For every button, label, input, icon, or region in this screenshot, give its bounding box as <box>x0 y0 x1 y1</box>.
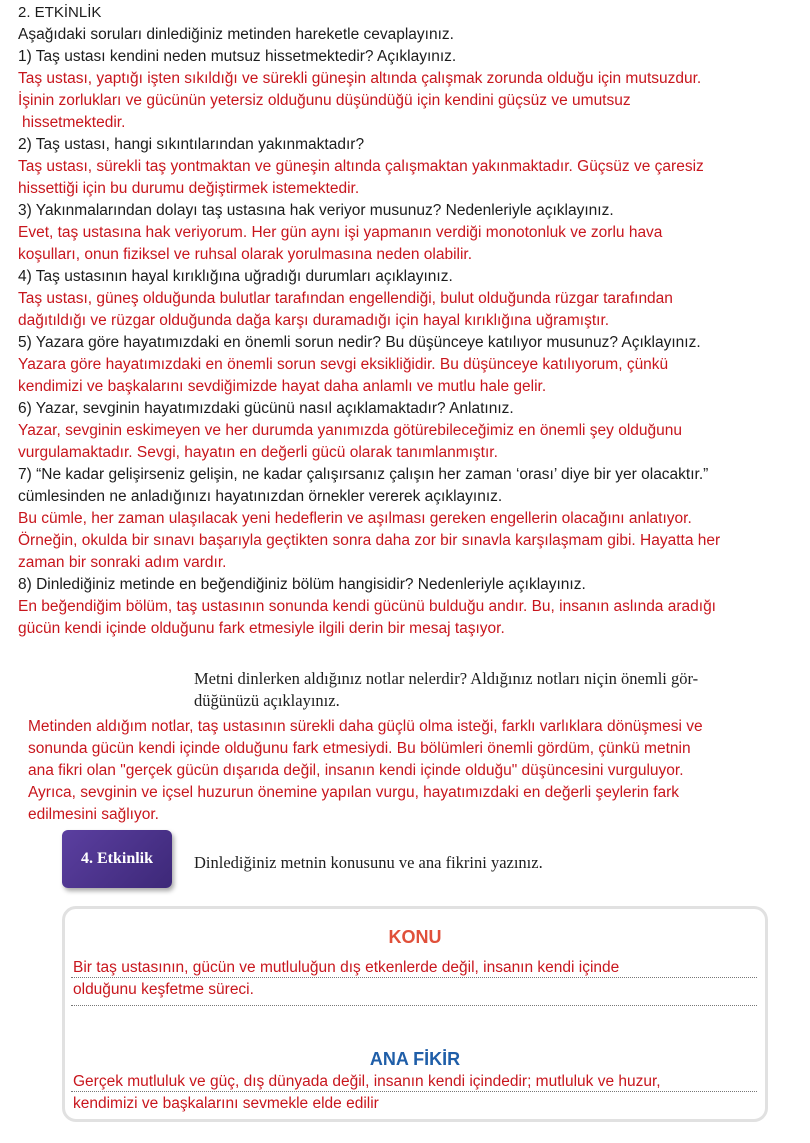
answer-5-line: Yazara göre hayatımızdaki en önemli sorun sevgi eksikliğidir. Bu düşünceye katılıyorum, çünkü <box>18 356 669 373</box>
konu-heading: KONU <box>388 927 442 947</box>
questions-section <box>18 2 803 640</box>
answer-6-line: Yazar, sevginin eskimeyen ve her durumda yanımızda götürebileceğimiz en önemli şey olduğunu <box>18 422 682 439</box>
answer-2-line: Taş ustası, sürekli taş yontmaktan ve güneşin altında çalışmaktan yakınmaktadır. Güçsüz ve çaresiz <box>18 158 704 175</box>
question-4: 4) Taş ustasının hayal kırıklığına uğradığı durumları açıklayınız. <box>18 268 453 285</box>
question-1: 1) Taş ustası kendini neden mutsuz hissetmektedir? Açıklayınız. <box>18 48 457 65</box>
question-3: 3) Yakınmalarından dolayı taş ustasına hak veriyor musunuz? Nedenleriyle açıklayınız. <box>18 202 614 219</box>
answer-2-line: hissettiği için bu durumu değiştirmek istemektedir. <box>18 180 360 197</box>
question-5: 5) Yazara göre hayatımızdaki en önemli sorun nedir? Bu düşünceye katılıyor musunuz? Açıklayınız. <box>18 334 701 351</box>
notes-prompt-line: Metni dinlerken aldığınız notlar nelerdir? Aldığınız notları niçin önemli gör- <box>194 669 699 688</box>
question-8: 8) Dinlediğiniz metinde en beğendiğiniz bölüm hangisidir? Nedenleriyle açıklayınız. <box>18 576 586 593</box>
answer-1-line: İşinin zorlukları ve gücünün yetersiz olduğunu düşündüğü için kendini güçsüz ve umutsuz <box>18 92 631 109</box>
question-2: 2) Taş ustası, hangi sıkıntılarından yakınmaktadır? <box>18 136 365 153</box>
answer-7-line: zaman bir sonraki adım vardır. <box>18 554 227 571</box>
answer-5-line: kendimizi ve başkalarını sevdiğimizde hayat daha anlamlı ve mutlu hale gelir. <box>18 378 547 395</box>
section-title: 2. ETKİNLİK <box>18 4 102 21</box>
question-7: 7) “Ne kadar gelişirseniz gelişin, ne kadar çalışırsanız çalışın her zaman ‘orası’ diye bir yer olacaktır.” <box>18 466 709 483</box>
notes-answer-line: Ayrıca, sevginin ve içsel huzurun önemine yapılan vurgu, hayatımızdaki en değerli şeylerin fark <box>28 784 680 801</box>
notes-prompt-line: düğünüzü açıklayınız. <box>194 691 340 710</box>
writing-line <box>71 1091 757 1092</box>
konu-line: olduğunu keşfetme süreci. <box>73 981 254 998</box>
notes-prompt <box>194 668 784 712</box>
notes-answer <box>28 716 803 826</box>
answer-4-line: dağıtıldığı ve rüzgar olduğunda dağa karşı duramadığı için hayal kırıklığına uğramıştır. <box>18 312 610 329</box>
answer-8-line: gücün kendi içinde olduğunu fark etmesiyle ilgili derin bir mesaj taşıyor. <box>18 620 505 637</box>
answer-6-line: vurgulamaktadır. Sevgi, hayatın en değerli gücü olarak tanımlanmıştır. <box>18 444 498 461</box>
answer-8-line: En beğendiğim bölüm, taş ustasının sonunda kendi gücünü bulduğu andır. Bu, insanın aslında aradığı <box>18 598 716 615</box>
ana-fikir-line: Gerçek mutluluk ve güç, dış dünyada değil, insanın kendi içindedir; mutluluk ve huzur, <box>73 1073 661 1090</box>
konu-line: Bir taş ustasının, gücün ve mutluluğun dış etkenlerde değil, insanın kendi içinde <box>73 959 620 976</box>
activity-4-badge: 4. Etkinlik <box>62 830 172 888</box>
question-7-line2: cümlesinden ne anladığınızı hayatınızdan örnekler vererek açıklayınız. <box>18 488 503 505</box>
ana-fikir-heading: ANA FİKİR <box>369 1049 461 1069</box>
question-6: 6) Yazar, sevginin hayatımızdaki gücünü nasıl açıklamaktadır? Anlatınız. <box>18 400 514 417</box>
answer-1-line: hissetmektedir. <box>22 114 126 131</box>
answer-4-line: Taş ustası, güneş olduğunda bulutlar tarafından engellendiği, bulut olduğunda rüzgar tarafından <box>18 290 673 307</box>
notes-answer-line: ana fikri olan "gerçek gücün dışarıda değil, insanın kendi içinde olduğu" düşüncesini vurguluyor. <box>28 762 684 779</box>
instruction: Aşağıdaki soruları dinlediğiniz metinden hareketle cevaplayınız. <box>18 26 454 43</box>
answer-3-line: koşulları, onun fiziksel ve ruhsal olarak yorulmasına neden olabilir. <box>18 246 473 263</box>
answer-1-line: Taş ustası, yaptığı işten sıkıldığı ve sürekli güneşin altında çalışmak zorunda olduğu için mutsuzdur. <box>18 70 702 87</box>
writing-line <box>71 977 757 978</box>
konu-ana-fikir-box <box>62 906 768 1122</box>
writing-line <box>71 1005 757 1006</box>
answer-7-line: Bu cümle, her zaman ulaşılacak yeni hedeflerin ve aşılması gereken engellerin olacağını anlatıyor. <box>18 510 692 527</box>
notes-answer-line: Metinden aldığım notlar, taş ustasının sürekli daha güçlü olma isteği, farklı varlıklara dönüşmesi ve <box>28 718 703 735</box>
notes-answer-line: edilmesini sağlıyor. <box>28 806 159 823</box>
notes-answer-line: sonunda gücün kendi içinde olduğunu fark etmesiydi. Bu bölümleri önemli gördüm, çünkü metnin <box>28 740 691 757</box>
ana-fikir-line: kendimizi ve başkalarını sevmekle elde edilir <box>73 1095 379 1112</box>
answer-7-line: Örneğin, okulda bir sınavı başarıyla geçtikten sonra daha zor bir sınavla karşılaşmam gibi. Hayatta her <box>18 532 721 549</box>
answer-3-line: Evet, taş ustasına hak veriyorum. Her gün aynı işi yapmanın verdiği monotonluk ve zorlu hava <box>18 224 663 241</box>
activity-4-prompt: Dinlediğiniz metnin konusunu ve ana fikrini yazınız. <box>194 853 543 872</box>
